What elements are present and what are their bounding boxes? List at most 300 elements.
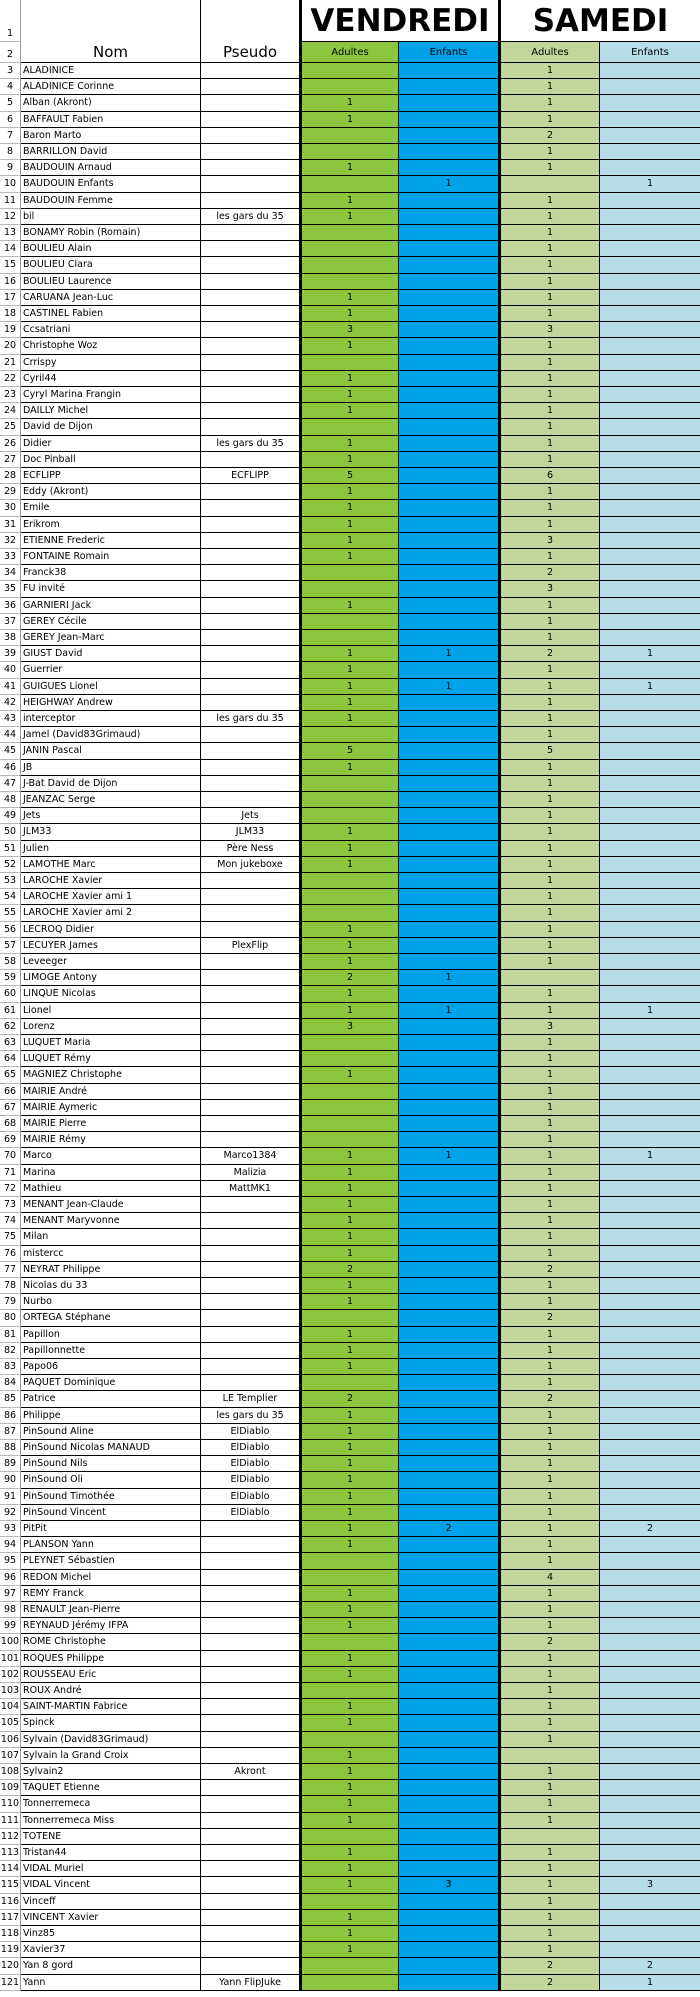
row-number[interactable]: 2 bbox=[0, 42, 21, 63]
row-number[interactable]: 32 bbox=[0, 533, 21, 549]
cell-pseudo[interactable]: LE Templier bbox=[201, 1391, 300, 1407]
cell-samedi-adultes[interactable]: 1 bbox=[499, 1472, 600, 1488]
cell-vendredi-enfants[interactable] bbox=[399, 403, 499, 419]
cell-vendredi-adultes[interactable] bbox=[300, 1570, 399, 1586]
cell-nom[interactable]: BOULIEU Clara bbox=[21, 257, 201, 273]
cell-samedi-enfants[interactable] bbox=[600, 695, 700, 711]
cell-vendredi-adultes[interactable] bbox=[300, 274, 399, 290]
row-number[interactable]: 97 bbox=[0, 1586, 21, 1602]
cell-samedi-adultes[interactable]: 1 bbox=[499, 1618, 600, 1634]
cell-vendredi-enfants[interactable] bbox=[399, 1553, 499, 1569]
row-number[interactable]: 84 bbox=[0, 1375, 21, 1391]
cell-samedi-enfants[interactable] bbox=[600, 322, 700, 338]
cell-samedi-enfants[interactable] bbox=[600, 1489, 700, 1505]
cell-vendredi-adultes[interactable]: 1 bbox=[300, 922, 399, 938]
cell-samedi-adultes[interactable]: 3 bbox=[499, 1019, 600, 1035]
cell-vendredi-adultes[interactable]: 1 bbox=[300, 1748, 399, 1764]
cell-pseudo[interactable] bbox=[201, 1229, 300, 1245]
cell-vendredi-adultes[interactable] bbox=[300, 630, 399, 646]
column-header-nom[interactable]: Nom bbox=[21, 42, 201, 63]
cell-samedi-adultes[interactable]: 1 bbox=[499, 95, 600, 111]
cell-pseudo[interactable] bbox=[201, 322, 300, 338]
cell-samedi-adultes[interactable]: 1 bbox=[499, 1456, 600, 1472]
cell-nom[interactable]: LAROCHE Xavier ami 2 bbox=[21, 905, 201, 921]
cell-vendredi-adultes[interactable]: 1 bbox=[300, 1408, 399, 1424]
cell-vendredi-adultes[interactable] bbox=[300, 1035, 399, 1051]
cell-vendredi-adultes[interactable] bbox=[300, 419, 399, 435]
cell-vendredi-enfants[interactable] bbox=[399, 1181, 499, 1197]
cell-vendredi-enfants[interactable] bbox=[399, 1602, 499, 1618]
cell-pseudo[interactable] bbox=[201, 533, 300, 549]
cell-pseudo[interactable]: ElDiablo bbox=[201, 1440, 300, 1456]
row-number[interactable]: 99 bbox=[0, 1618, 21, 1634]
cell-vendredi-enfants[interactable] bbox=[399, 209, 499, 225]
row-number[interactable]: 75 bbox=[0, 1229, 21, 1245]
cell-pseudo[interactable] bbox=[201, 1521, 300, 1537]
cell-vendredi-adultes[interactable]: 1 bbox=[300, 1942, 399, 1958]
cell-pseudo[interactable] bbox=[201, 1067, 300, 1083]
cell-samedi-enfants[interactable] bbox=[600, 1100, 700, 1116]
cell-samedi-enfants[interactable] bbox=[600, 1067, 700, 1083]
cell-vendredi-adultes[interactable]: 1 bbox=[300, 403, 399, 419]
cell-samedi-adultes[interactable]: 1 bbox=[499, 1813, 600, 1829]
cell-vendredi-enfants[interactable] bbox=[399, 889, 499, 905]
cell-samedi-adultes[interactable]: 1 bbox=[499, 711, 600, 727]
cell-pseudo[interactable] bbox=[201, 193, 300, 209]
cell-vendredi-enfants[interactable] bbox=[399, 954, 499, 970]
row-number[interactable]: 25 bbox=[0, 419, 21, 435]
cell-nom[interactable]: BAFFAULT Fabien bbox=[21, 112, 201, 128]
cell-samedi-adultes[interactable]: 1 bbox=[499, 371, 600, 387]
cell-samedi-enfants[interactable] bbox=[600, 1116, 700, 1132]
cell-vendredi-enfants[interactable] bbox=[399, 1067, 499, 1083]
cell-samedi-adultes[interactable]: 1 bbox=[499, 873, 600, 889]
cell-samedi-adultes[interactable]: 1 bbox=[499, 1845, 600, 1861]
cell-nom[interactable]: VIDAL Muriel bbox=[21, 1861, 201, 1877]
cell-samedi-adultes[interactable]: 2 bbox=[499, 1391, 600, 1407]
row-number[interactable]: 77 bbox=[0, 1262, 21, 1278]
cell-vendredi-enfants[interactable] bbox=[399, 1942, 499, 1958]
cell-vendredi-enfants[interactable] bbox=[399, 1975, 499, 1991]
row-number[interactable]: 44 bbox=[0, 727, 21, 743]
cell-samedi-enfants[interactable] bbox=[600, 954, 700, 970]
cell-pseudo[interactable]: ECFLIPP bbox=[201, 468, 300, 484]
cell-nom[interactable]: Julien bbox=[21, 841, 201, 857]
row-number[interactable]: 76 bbox=[0, 1246, 21, 1262]
cell-nom[interactable]: Marina bbox=[21, 1165, 201, 1181]
cell-vendredi-adultes[interactable]: 1 bbox=[300, 387, 399, 403]
cell-nom[interactable]: LAMOTHE Marc bbox=[21, 857, 201, 873]
cell-nom[interactable]: ECFLIPP bbox=[21, 468, 201, 484]
cell-pseudo[interactable] bbox=[201, 954, 300, 970]
cell-samedi-adultes[interactable]: 1 bbox=[499, 1489, 600, 1505]
cell-vendredi-enfants[interactable] bbox=[399, 1116, 499, 1132]
cell-nom[interactable]: Baron Marto bbox=[21, 128, 201, 144]
row-number[interactable]: 51 bbox=[0, 841, 21, 857]
row-number[interactable]: 116 bbox=[0, 1894, 21, 1910]
cell-vendredi-enfants[interactable]: 1 bbox=[399, 646, 499, 662]
row-number[interactable]: 102 bbox=[0, 1667, 21, 1683]
row-number[interactable]: 8 bbox=[0, 144, 21, 160]
cell-nom[interactable]: ORTEGA Stéphane bbox=[21, 1310, 201, 1326]
row-number[interactable]: 15 bbox=[0, 257, 21, 273]
cell-samedi-enfants[interactable] bbox=[600, 1213, 700, 1229]
cell-vendredi-enfants[interactable] bbox=[399, 1748, 499, 1764]
cell-samedi-enfants[interactable] bbox=[600, 889, 700, 905]
cell-pseudo[interactable] bbox=[201, 970, 300, 986]
cell-nom[interactable]: PinSound Oli bbox=[21, 1472, 201, 1488]
cell-samedi-enfants[interactable] bbox=[600, 1375, 700, 1391]
cell-pseudo[interactable] bbox=[201, 241, 300, 257]
row-number[interactable]: 52 bbox=[0, 857, 21, 873]
cell-samedi-adultes[interactable]: 1 bbox=[499, 1165, 600, 1181]
cell-vendredi-adultes[interactable]: 1 bbox=[300, 1181, 399, 1197]
cell-samedi-enfants[interactable] bbox=[600, 1537, 700, 1553]
cell-samedi-enfants[interactable]: 1 bbox=[600, 1148, 700, 1164]
cell-nom[interactable]: Christophe Woz bbox=[21, 338, 201, 354]
row-number[interactable]: 48 bbox=[0, 792, 21, 808]
cell-samedi-adultes[interactable]: 1 bbox=[499, 1521, 600, 1537]
cell-samedi-adultes[interactable]: 1 bbox=[499, 500, 600, 516]
cell-nom[interactable]: GEREY Jean-Marc bbox=[21, 630, 201, 646]
cell-samedi-enfants[interactable] bbox=[600, 1764, 700, 1780]
cell-vendredi-enfants[interactable] bbox=[399, 112, 499, 128]
cell-samedi-enfants[interactable] bbox=[600, 484, 700, 500]
cell-nom[interactable]: TOTENE bbox=[21, 1829, 201, 1845]
cell-samedi-enfants[interactable] bbox=[600, 857, 700, 873]
row-number[interactable]: 39 bbox=[0, 646, 21, 662]
cell-samedi-enfants[interactable] bbox=[600, 209, 700, 225]
row-number[interactable]: 10 bbox=[0, 176, 21, 192]
cell-vendredi-adultes[interactable] bbox=[300, 144, 399, 160]
cell-nom[interactable]: MENANT Jean-Claude bbox=[21, 1197, 201, 1213]
cell-vendredi-adultes[interactable]: 1 bbox=[300, 371, 399, 387]
cell-samedi-adultes[interactable]: 1 bbox=[499, 905, 600, 921]
cell-nom[interactable]: ROQUES Philippe bbox=[21, 1651, 201, 1667]
row-number[interactable]: 26 bbox=[0, 436, 21, 452]
cell-nom[interactable]: Tonnerremeca Miss bbox=[21, 1813, 201, 1829]
cell-samedi-adultes[interactable]: 3 bbox=[499, 322, 600, 338]
cell-pseudo[interactable] bbox=[201, 630, 300, 646]
cell-vendredi-adultes[interactable]: 1 bbox=[300, 1813, 399, 1829]
row-number[interactable]: 40 bbox=[0, 662, 21, 678]
cell-vendredi-adultes[interactable]: 5 bbox=[300, 468, 399, 484]
cell-vendredi-adultes[interactable] bbox=[300, 1975, 399, 1991]
cell-vendredi-enfants[interactable]: 1 bbox=[399, 1148, 499, 1164]
cell-vendredi-adultes[interactable]: 1 bbox=[300, 1165, 399, 1181]
cell-pseudo[interactable] bbox=[201, 1116, 300, 1132]
cell-vendredi-adultes[interactable]: 1 bbox=[300, 1845, 399, 1861]
cell-samedi-enfants[interactable]: 2 bbox=[600, 1521, 700, 1537]
cell-vendredi-enfants[interactable] bbox=[399, 322, 499, 338]
cell-samedi-adultes[interactable]: 2 bbox=[499, 1975, 600, 1991]
cell-samedi-adultes[interactable]: 1 bbox=[499, 1051, 600, 1067]
row-number[interactable]: 95 bbox=[0, 1553, 21, 1569]
cell-pseudo[interactable] bbox=[201, 517, 300, 533]
cell-samedi-enfants[interactable] bbox=[600, 241, 700, 257]
cell-samedi-adultes[interactable]: 1 bbox=[499, 1926, 600, 1942]
cell-vendredi-adultes[interactable] bbox=[300, 355, 399, 371]
cell-vendredi-adultes[interactable]: 1 bbox=[300, 1505, 399, 1521]
cell-vendredi-enfants[interactable] bbox=[399, 1926, 499, 1942]
row-number[interactable]: 85 bbox=[0, 1391, 21, 1407]
cell-pseudo[interactable] bbox=[201, 986, 300, 1002]
cell-pseudo[interactable]: ElDiablo bbox=[201, 1505, 300, 1521]
row-number[interactable]: 109 bbox=[0, 1780, 21, 1796]
cell-vendredi-enfants[interactable] bbox=[399, 905, 499, 921]
cell-samedi-adultes[interactable]: 2 bbox=[499, 128, 600, 144]
cell-vendredi-adultes[interactable]: 1 bbox=[300, 338, 399, 354]
cell-pseudo[interactable] bbox=[201, 1942, 300, 1958]
cell-samedi-enfants[interactable] bbox=[600, 1229, 700, 1245]
row-number[interactable]: 5 bbox=[0, 95, 21, 111]
cell-samedi-adultes[interactable]: 1 bbox=[499, 1910, 600, 1926]
row-number[interactable]: 54 bbox=[0, 889, 21, 905]
cell-samedi-adultes[interactable]: 1 bbox=[499, 1197, 600, 1213]
cell-samedi-enfants[interactable] bbox=[600, 1796, 700, 1812]
row-number[interactable]: 57 bbox=[0, 938, 21, 954]
cell-pseudo[interactable] bbox=[201, 662, 300, 678]
cell-samedi-enfants[interactable] bbox=[600, 630, 700, 646]
cell-pseudo[interactable] bbox=[201, 1829, 300, 1845]
row-number[interactable]: 43 bbox=[0, 711, 21, 727]
cell-nom[interactable]: JEANZAC Serge bbox=[21, 792, 201, 808]
cell-vendredi-adultes[interactable]: 1 bbox=[300, 533, 399, 549]
cell-vendredi-enfants[interactable] bbox=[399, 225, 499, 241]
cell-nom[interactable]: REMY Franck bbox=[21, 1586, 201, 1602]
cell-vendredi-enfants[interactable] bbox=[399, 306, 499, 322]
cell-vendredi-enfants[interactable] bbox=[399, 1780, 499, 1796]
cell-vendredi-enfants[interactable] bbox=[399, 241, 499, 257]
cell-vendredi-enfants[interactable] bbox=[399, 841, 499, 857]
cell-samedi-enfants[interactable]: 1 bbox=[600, 1003, 700, 1019]
row-number[interactable]: 35 bbox=[0, 581, 21, 597]
cell-samedi-adultes[interactable]: 1 bbox=[499, 598, 600, 614]
cell-pseudo[interactable] bbox=[201, 484, 300, 500]
cell-vendredi-adultes[interactable] bbox=[300, 1084, 399, 1100]
cell-nom[interactable]: PinSound Nils bbox=[21, 1456, 201, 1472]
cell-vendredi-enfants[interactable] bbox=[399, 1100, 499, 1116]
cell-pseudo[interactable] bbox=[201, 1877, 300, 1893]
row-number[interactable]: 18 bbox=[0, 306, 21, 322]
cell-pseudo[interactable] bbox=[201, 1618, 300, 1634]
cell-nom[interactable]: LIMOGE Antony bbox=[21, 970, 201, 986]
cell-pseudo[interactable] bbox=[201, 1651, 300, 1667]
cell-pseudo[interactable]: ElDiablo bbox=[201, 1472, 300, 1488]
cell-nom[interactable]: Crrispy bbox=[21, 355, 201, 371]
cell-pseudo[interactable]: les gars du 35 bbox=[201, 711, 300, 727]
cell-nom[interactable]: MAGNIEZ Christophe bbox=[21, 1067, 201, 1083]
cell-vendredi-enfants[interactable] bbox=[399, 1456, 499, 1472]
cell-nom[interactable]: Tonnerremeca bbox=[21, 1796, 201, 1812]
cell-nom[interactable]: BOULIEU Laurence bbox=[21, 274, 201, 290]
cell-vendredi-enfants[interactable] bbox=[399, 1667, 499, 1683]
cell-samedi-enfants[interactable] bbox=[600, 743, 700, 759]
row-number[interactable]: 112 bbox=[0, 1829, 21, 1845]
row-number[interactable]: 79 bbox=[0, 1294, 21, 1310]
cell-samedi-adultes[interactable]: 1 bbox=[499, 792, 600, 808]
cell-pseudo[interactable] bbox=[201, 1294, 300, 1310]
cell-vendredi-enfants[interactable] bbox=[399, 1910, 499, 1926]
cell-nom[interactable]: NEYRAT Philippe bbox=[21, 1262, 201, 1278]
cell-vendredi-adultes[interactable]: 1 bbox=[300, 484, 399, 500]
cell-nom[interactable]: JANIN Pascal bbox=[21, 743, 201, 759]
cell-nom[interactable]: PinSound Aline bbox=[21, 1424, 201, 1440]
cell-vendredi-adultes[interactable]: 1 bbox=[300, 1521, 399, 1537]
cell-pseudo[interactable] bbox=[201, 500, 300, 516]
cell-samedi-enfants[interactable] bbox=[600, 711, 700, 727]
cell-samedi-enfants[interactable] bbox=[600, 1845, 700, 1861]
row-number[interactable]: 36 bbox=[0, 598, 21, 614]
row-number[interactable]: 47 bbox=[0, 776, 21, 792]
cell-samedi-enfants[interactable] bbox=[600, 938, 700, 954]
cell-nom[interactable]: ETIENNE Frederic bbox=[21, 533, 201, 549]
cell-vendredi-adultes[interactable]: 1 bbox=[300, 306, 399, 322]
cell-nom[interactable]: JLM33 bbox=[21, 824, 201, 840]
cell-vendredi-adultes[interactable]: 1 bbox=[300, 1715, 399, 1731]
cell-vendredi-adultes[interactable] bbox=[300, 727, 399, 743]
cell-samedi-adultes[interactable]: 1 bbox=[499, 889, 600, 905]
cell-nom[interactable]: Sylvain la Grand Croix bbox=[21, 1748, 201, 1764]
cell-samedi-adultes[interactable]: 1 bbox=[499, 112, 600, 128]
row-number[interactable]: 72 bbox=[0, 1181, 21, 1197]
cell-samedi-enfants[interactable] bbox=[600, 1829, 700, 1845]
row-number[interactable]: 41 bbox=[0, 679, 21, 695]
row-number[interactable]: 78 bbox=[0, 1278, 21, 1294]
cell-pseudo[interactable] bbox=[201, 95, 300, 111]
row-number[interactable]: 66 bbox=[0, 1084, 21, 1100]
cell-samedi-adultes[interactable]: 1 bbox=[499, 938, 600, 954]
cell-vendredi-adultes[interactable]: 1 bbox=[300, 1780, 399, 1796]
cell-vendredi-enfants[interactable] bbox=[399, 1327, 499, 1343]
cell-samedi-adultes[interactable]: 1 bbox=[499, 1683, 600, 1699]
cell-samedi-enfants[interactable] bbox=[600, 257, 700, 273]
cell-nom[interactable]: BOULIEU Alain bbox=[21, 241, 201, 257]
row-number[interactable]: 80 bbox=[0, 1310, 21, 1326]
row-number[interactable]: 106 bbox=[0, 1732, 21, 1748]
cell-vendredi-enfants[interactable] bbox=[399, 1359, 499, 1375]
cell-nom[interactable]: Sylvain2 bbox=[21, 1764, 201, 1780]
row-number[interactable]: 30 bbox=[0, 500, 21, 516]
cell-vendredi-adultes[interactable]: 3 bbox=[300, 322, 399, 338]
cell-samedi-enfants[interactable] bbox=[600, 776, 700, 792]
cell-nom[interactable]: Cyril44 bbox=[21, 371, 201, 387]
cell-nom[interactable]: HEIGHWAY Andrew bbox=[21, 695, 201, 711]
cell-vendredi-enfants[interactable] bbox=[399, 387, 499, 403]
cell-samedi-enfants[interactable] bbox=[600, 355, 700, 371]
cell-vendredi-adultes[interactable] bbox=[300, 889, 399, 905]
cell-vendredi-enfants[interactable] bbox=[399, 1246, 499, 1262]
cell-pseudo[interactable]: MattMK1 bbox=[201, 1181, 300, 1197]
cell-nom[interactable]: REYNAUD Jérémy IFPA bbox=[21, 1618, 201, 1634]
cell-vendredi-enfants[interactable] bbox=[399, 1505, 499, 1521]
row-number[interactable]: 105 bbox=[0, 1715, 21, 1731]
cell-samedi-enfants[interactable] bbox=[600, 79, 700, 95]
cell-samedi-enfants[interactable] bbox=[600, 1310, 700, 1326]
cell-samedi-adultes[interactable]: 1 bbox=[499, 1424, 600, 1440]
cell-vendredi-adultes[interactable] bbox=[300, 79, 399, 95]
cell-samedi-enfants[interactable] bbox=[600, 873, 700, 889]
cell-nom[interactable]: SAINT-MARTIN Fabrice bbox=[21, 1699, 201, 1715]
cell-samedi-adultes[interactable]: 6 bbox=[499, 468, 600, 484]
cell-pseudo[interactable] bbox=[201, 1602, 300, 1618]
column-header-samedi-enfants[interactable]: Enfants bbox=[600, 42, 700, 63]
cell-samedi-adultes[interactable]: 1 bbox=[499, 922, 600, 938]
cell-vendredi-enfants[interactable]: 2 bbox=[399, 1521, 499, 1537]
row-number[interactable]: 98 bbox=[0, 1602, 21, 1618]
cell-samedi-adultes[interactable]: 2 bbox=[499, 1634, 600, 1650]
cell-pseudo[interactable] bbox=[201, 727, 300, 743]
cell-pseudo[interactable]: Père Ness bbox=[201, 841, 300, 857]
cell-samedi-adultes[interactable]: 1 bbox=[499, 1602, 600, 1618]
cell-samedi-adultes[interactable]: 1 bbox=[499, 1505, 600, 1521]
cell-samedi-enfants[interactable] bbox=[600, 1278, 700, 1294]
cell-vendredi-enfants[interactable] bbox=[399, 1391, 499, 1407]
row-number[interactable]: 103 bbox=[0, 1683, 21, 1699]
cell-nom[interactable]: Tristan44 bbox=[21, 1845, 201, 1861]
cell-samedi-enfants[interactable] bbox=[600, 824, 700, 840]
cell-pseudo[interactable] bbox=[201, 1019, 300, 1035]
cell-samedi-adultes[interactable]: 1 bbox=[499, 419, 600, 435]
cell-nom[interactable]: BAUDOUIN Arnaud bbox=[21, 160, 201, 176]
row-number[interactable]: 113 bbox=[0, 1845, 21, 1861]
cell-pseudo[interactable] bbox=[201, 549, 300, 565]
cell-samedi-adultes[interactable] bbox=[499, 176, 600, 192]
row-number[interactable]: 71 bbox=[0, 1165, 21, 1181]
cell-vendredi-adultes[interactable]: 1 bbox=[300, 500, 399, 516]
cell-nom[interactable]: Milan bbox=[21, 1229, 201, 1245]
cell-vendredi-enfants[interactable] bbox=[399, 873, 499, 889]
cell-nom[interactable]: Spinck bbox=[21, 1715, 201, 1731]
cell-vendredi-enfants[interactable] bbox=[399, 1570, 499, 1586]
cell-vendredi-enfants[interactable]: 1 bbox=[399, 1003, 499, 1019]
row-number[interactable]: 14 bbox=[0, 241, 21, 257]
cell-pseudo[interactable] bbox=[201, 1084, 300, 1100]
cell-pseudo[interactable] bbox=[201, 1732, 300, 1748]
cell-vendredi-enfants[interactable] bbox=[399, 338, 499, 354]
cell-samedi-adultes[interactable]: 1 bbox=[499, 63, 600, 79]
cell-samedi-enfants[interactable] bbox=[600, 1197, 700, 1213]
cell-samedi-enfants[interactable] bbox=[600, 1472, 700, 1488]
cell-samedi-adultes[interactable]: 1 bbox=[499, 274, 600, 290]
cell-nom[interactable]: Jets bbox=[21, 808, 201, 824]
cell-vendredi-adultes[interactable] bbox=[300, 581, 399, 597]
cell-vendredi-enfants[interactable] bbox=[399, 1586, 499, 1602]
cell-samedi-enfants[interactable] bbox=[600, 1181, 700, 1197]
row-number[interactable]: 92 bbox=[0, 1505, 21, 1521]
cell-vendredi-enfants[interactable] bbox=[399, 1715, 499, 1731]
cell-vendredi-adultes[interactable]: 1 bbox=[300, 938, 399, 954]
cell-pseudo[interactable] bbox=[201, 1926, 300, 1942]
cell-vendredi-adultes[interactable]: 1 bbox=[300, 1796, 399, 1812]
cell-samedi-adultes[interactable]: 4 bbox=[499, 1570, 600, 1586]
cell-pseudo[interactable] bbox=[201, 1667, 300, 1683]
cell-samedi-adultes[interactable]: 1 bbox=[499, 1148, 600, 1164]
cell-vendredi-adultes[interactable] bbox=[300, 1634, 399, 1650]
cell-pseudo[interactable] bbox=[201, 403, 300, 419]
cell-vendredi-enfants[interactable] bbox=[399, 695, 499, 711]
cell-nom[interactable]: Marco bbox=[21, 1148, 201, 1164]
row-number[interactable]: 12 bbox=[0, 209, 21, 225]
cell-vendredi-enfants[interactable] bbox=[399, 1813, 499, 1829]
cell-vendredi-enfants[interactable] bbox=[399, 1958, 499, 1974]
row-number[interactable]: 29 bbox=[0, 484, 21, 500]
cell-vendredi-enfants[interactable] bbox=[399, 1683, 499, 1699]
cell-pseudo[interactable] bbox=[201, 1796, 300, 1812]
row-number[interactable]: 62 bbox=[0, 1019, 21, 1035]
row-number[interactable]: 46 bbox=[0, 760, 21, 776]
cell-vendredi-adultes[interactable]: 1 bbox=[300, 1003, 399, 1019]
